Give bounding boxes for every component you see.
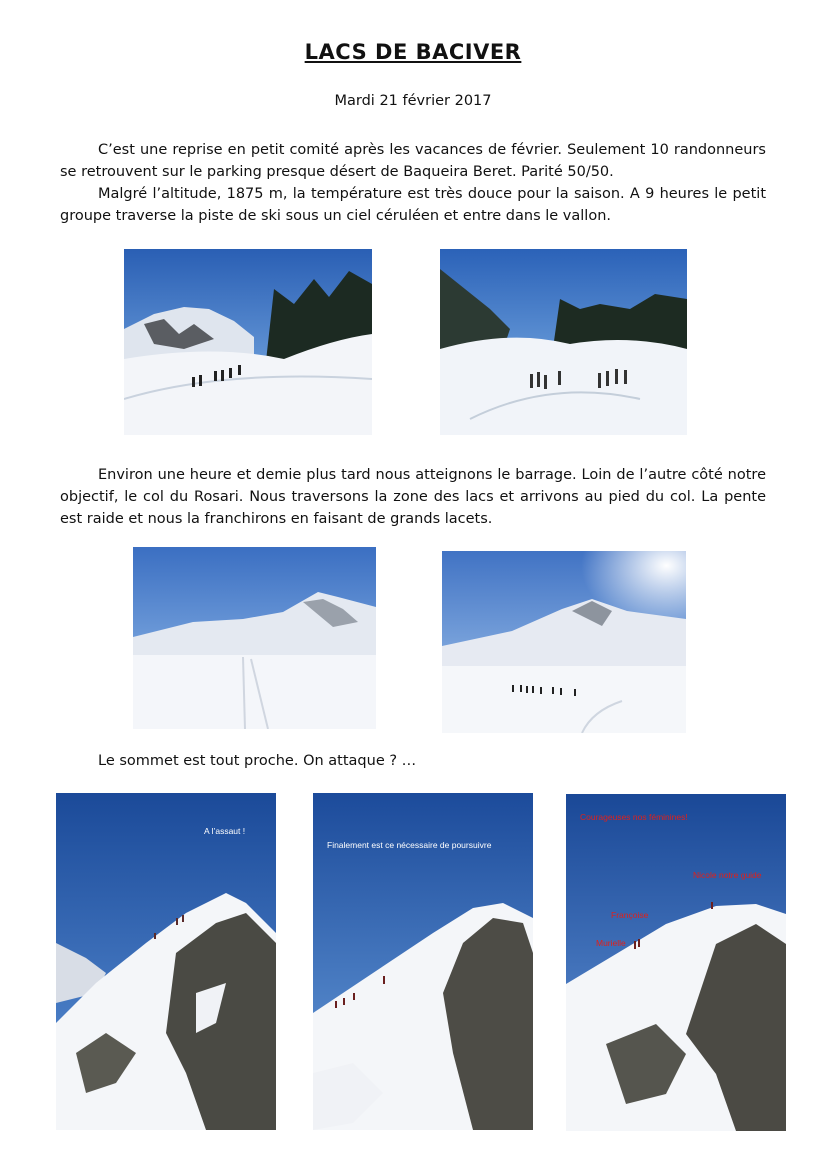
photo-col-du-rosari (133, 547, 376, 729)
caption-guide: Nicole notre guide (693, 870, 762, 880)
caption-assault: A l’assaut ! (204, 826, 246, 836)
photo-continue-ridge (313, 793, 533, 1130)
caption-francoise: Françoise (611, 910, 649, 920)
photo-ski-slope-group (124, 249, 372, 435)
photo-summit-women (566, 794, 786, 1131)
caption-finally: Finalement est ce nécessaire de poursuivre (327, 840, 492, 850)
caption-courageous: Courageuses nos féminines! (580, 812, 688, 822)
caption-woman2: Murielle (596, 938, 626, 948)
photo-group-crossing (442, 551, 686, 733)
photo-valley-group (440, 249, 687, 435)
page-date: Mardi 21 février 2017 (334, 93, 492, 109)
paragraph-1: C’est une reprise en petit comité après les vacances de février. Seulement 10 randonneurs se retrouvent sur le parking presque désert de Baqueira Beret. Parité 50/50. (60, 142, 766, 180)
paragraph-4: Le sommet est tout proche. On attaque ? … (98, 753, 417, 769)
page-title: LACS DE BACIVER (304, 40, 522, 64)
photo-assault-ridge (56, 793, 276, 1130)
paragraph-2: Malgré l’altitude, 1875 m, la température est très douce pour la saison. A 9 heures le petit groupe traverse la piste de ski sous un ciel céruléen et entre dans le vallon. (60, 186, 766, 224)
paragraph-3: Environ une heure et demie plus tard nous atteignons le barrage. Loin de l’autre côté notre objectif, le col du Rosari. Nous traversons la zone des lacs et arrivons au pied du col. La pente est raide et nous la franchirons en faisant de grands lacets. (60, 467, 766, 527)
